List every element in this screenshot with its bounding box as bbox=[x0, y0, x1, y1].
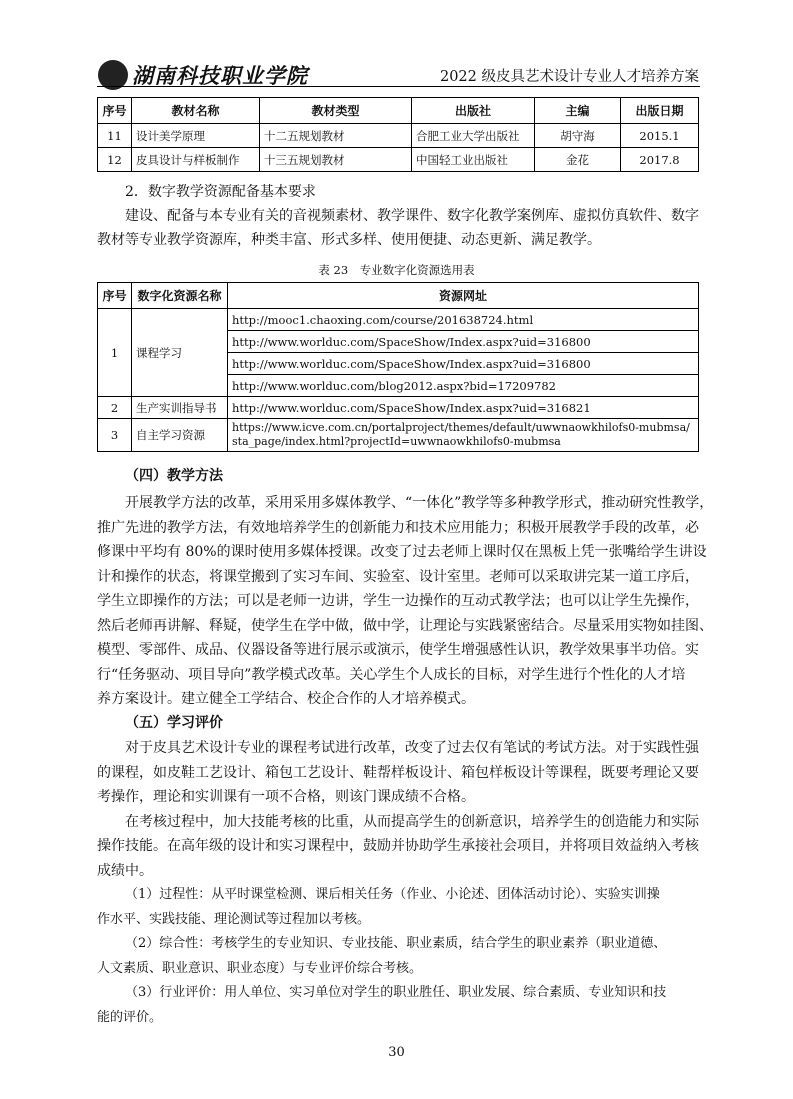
table-cell: 课程学习 bbox=[132, 309, 228, 397]
document-title: 2022 级皮具艺术设计专业人才培养方案 bbox=[439, 69, 699, 85]
section-heading: 2．数字教学资源配备基本要求 bbox=[125, 184, 316, 200]
table-row bbox=[98, 419, 699, 452]
url-cell: http://www.worlduc.com/SpaceShow/Index.aspx?uid=316821 bbox=[228, 397, 699, 419]
paragraph-line: 模型、零部件、成品、仪器设备等进行展示或演示，使学生增强感性认识，教学效果事半功倍。实 bbox=[97, 642, 699, 658]
paragraph-line: 建设、配备与本专业有关的音视频素材、教学课件、数字化教学案例库、虚拟仿真软件、数字 bbox=[125, 208, 699, 224]
table-cell: 胡守海 bbox=[535, 124, 621, 148]
paragraph-line: 考操作，理论和实训课有一项不合格，则该门课成绩不合格。 bbox=[97, 789, 475, 805]
paragraph-line: 养方案设计。建立健全工学结合、校企合作的人才培养模式。 bbox=[97, 691, 475, 707]
table-cell: 十二五规划教材 bbox=[260, 124, 412, 148]
url-cell: http://www.worlduc.com/SpaceShow/Index.aspx?uid=316800 bbox=[228, 353, 699, 375]
table-row bbox=[98, 397, 699, 419]
col-header: 出版社 bbox=[412, 98, 535, 124]
col-header: 出版日期 bbox=[621, 98, 699, 124]
table-cell: 皮具设计与样板制作 bbox=[132, 148, 260, 172]
resource-table bbox=[97, 282, 699, 452]
paragraph-line: 的课程，如皮鞋工艺设计、箱包工艺设计、鞋帮样板设计、箱包样板设计等课程，既要考理论又要 bbox=[97, 764, 699, 781]
table-cell: 中国轻工业出版社 bbox=[412, 148, 535, 172]
section-heading: （五）学习评价 bbox=[125, 715, 223, 731]
paragraph-line: 行“任务驱动、项目导向”教学模式改革。关心学生个人成长的目标，对学生进行个性化的人才培 bbox=[97, 666, 686, 683]
paragraph-line: 推广先进的教学方法，有效地培养学生的创新能力和技术应用能力；积极开展教学手段的改革，必 bbox=[97, 519, 699, 536]
url-cell: https://www.icve.com.cn/portalproject/themes/default/uwwnaowkhilofs0-mubmsa/sta_page/index.html?projectId=uwwnaowkhilofs0-mubmsa bbox=[228, 419, 699, 452]
table-caption: 表 23 专业数字化资源选用表 bbox=[318, 263, 475, 277]
table-cell: 生产实训指导书 bbox=[132, 397, 228, 419]
list-item-line: 作水平、实践技能、理论测试等过程加以考核。 bbox=[97, 911, 371, 927]
table-cell: 2 bbox=[98, 397, 132, 419]
table-cell: 金花 bbox=[535, 148, 621, 172]
table-cell: 自主学习资源 bbox=[132, 419, 228, 452]
paragraph-line: 然后老师再讲解、释疑，使学生在学中做，做中学，让理论与实践紧密结合。尽量采用实物如挂图、 bbox=[97, 617, 713, 634]
table-cell: 1 bbox=[98, 309, 132, 397]
header-divider bbox=[97, 86, 700, 87]
section-heading: （四）教学方法 bbox=[125, 468, 223, 484]
paragraph-line: 修课中平均有 80%的课时使用多媒体授课。改变了过去老师上课时仅在黑板上凭一张嘴给学生讲设 bbox=[97, 544, 707, 560]
paragraph-line: 在考核过程中，加大技能考核的比重，从而提高学生的创新意识，培养学生的创造能力和实际 bbox=[125, 813, 699, 830]
table-header-row bbox=[98, 283, 699, 309]
col-header: 序号 bbox=[98, 98, 132, 124]
url-cell: http://www.worlduc.com/blog2012.aspx?bid=17209782 bbox=[228, 375, 699, 397]
col-header: 教材类型 bbox=[260, 98, 412, 124]
table-row bbox=[98, 309, 699, 331]
col-header: 序号 bbox=[98, 283, 132, 309]
url-cell: http://www.worlduc.com/SpaceShow/Index.aspx?uid=316800 bbox=[228, 331, 699, 353]
table-row bbox=[98, 148, 699, 172]
paragraph-line: 成绩中。 bbox=[97, 862, 153, 879]
table-cell: 11 bbox=[98, 124, 132, 148]
col-header: 数字化资源名称 bbox=[132, 283, 228, 309]
table-cell: 合肥工业大学出版社 bbox=[412, 124, 535, 148]
paragraph-line: 学生立即操作的方法；可以是老师一边讲，学生一边操作的互动式教学法；也可以让学生先操作， bbox=[97, 593, 699, 609]
table-cell: 12 bbox=[98, 148, 132, 172]
url-cell: http://mooc1.chaoxing.com/course/201638724.html bbox=[228, 309, 699, 331]
paragraph-line: 计和操作的状态，将课堂搬到了实习车间、实验室、设计室里。老师可以采取讲完某一道工序后， bbox=[97, 568, 699, 585]
col-header: 主编 bbox=[535, 98, 621, 124]
list-item-line: （3）行业评价：用人单位、实习单位对学生的职业胜任、职业发展、综合素质、专业知识和技 bbox=[125, 985, 667, 1000]
table-cell: 十三五规划教材 bbox=[260, 148, 412, 172]
table-row bbox=[98, 124, 699, 148]
list-item-line: （1）过程性：从平时课堂检测、课后相关任务（作业、小论述、团体活动讨论）、实验实训操 bbox=[125, 887, 660, 902]
table-header-row bbox=[98, 98, 699, 124]
table-cell: 设计美学原理 bbox=[132, 124, 260, 148]
page-number: 30 bbox=[388, 1045, 405, 1060]
col-header: 资源网址 bbox=[228, 283, 699, 309]
paragraph-line: 对于皮具艺术设计专业的课程考试进行改革，改变了过去仅有笔试的考试方法。对于实践性强 bbox=[125, 740, 699, 756]
table-cell: 2017.8 bbox=[621, 148, 699, 172]
paragraph-line: 操作技能。在高年级的设计和实习课程中，鼓励并协助学生承接社会项目，并将项目效益纳入考核 bbox=[97, 838, 699, 854]
list-item-line: （2）综合性：考核学生的专业知识、专业技能、职业素质，结合学生的职业素养（职业道德、 bbox=[125, 936, 667, 951]
paragraph-line: 教材等专业教学资源库，种类丰富、形式多样、使用便捷、动态更新、满足教学。 bbox=[97, 232, 601, 248]
list-item-line: 人文素质、职业意识、职业态度）与专业评价综合考核。 bbox=[97, 960, 423, 976]
paragraph-line: 开展教学方法的改革，采用采用多媒体教学、“一体化”教学等多种教学形式，推动研究性教学， bbox=[125, 495, 714, 511]
table-cell: 2015.1 bbox=[621, 124, 699, 148]
col-header: 教材名称 bbox=[132, 98, 260, 124]
table-cell: 3 bbox=[98, 419, 132, 452]
school-name: 湖南科技职业学院 bbox=[132, 63, 308, 88]
textbook-table bbox=[97, 97, 699, 172]
list-item-line: 能的评价。 bbox=[97, 1009, 163, 1025]
